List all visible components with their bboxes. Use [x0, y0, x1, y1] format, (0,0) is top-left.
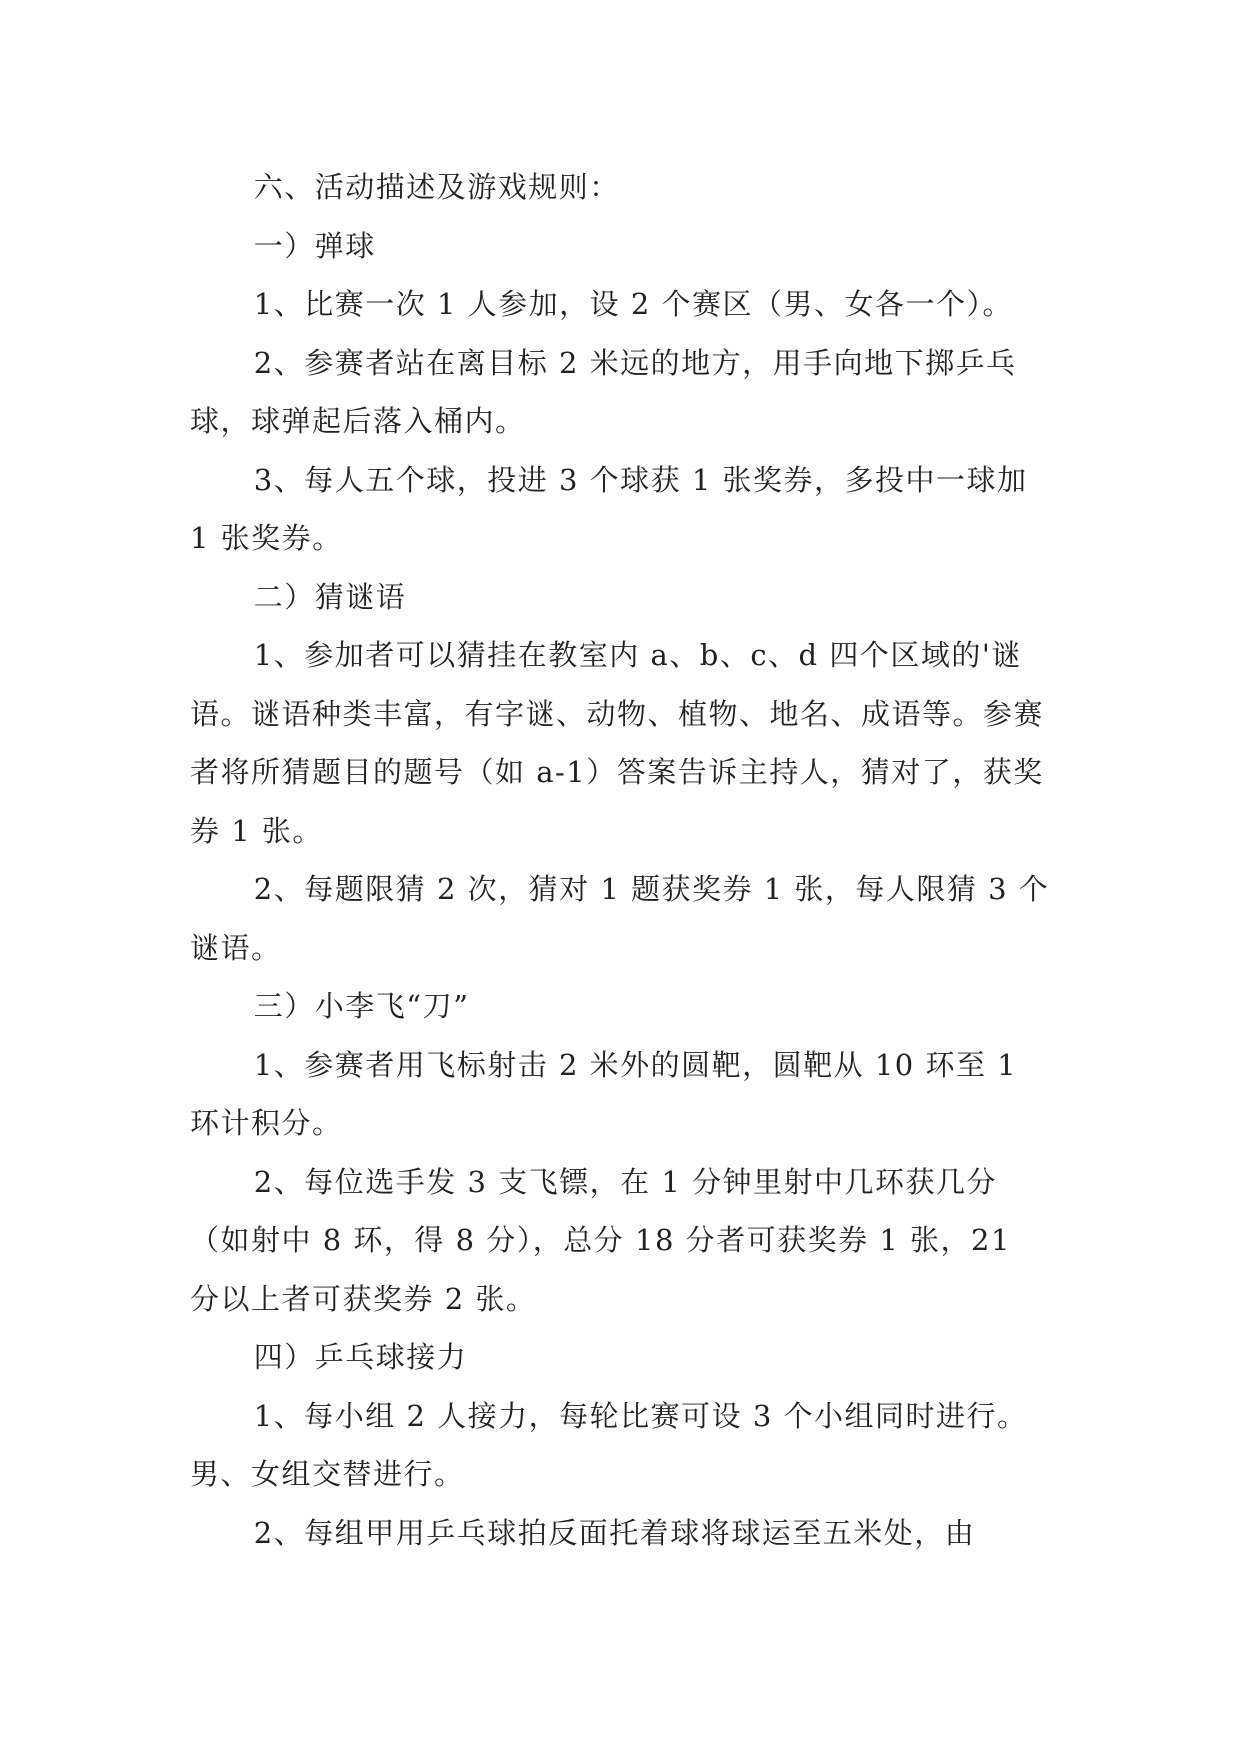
paragraph: 1、参加者可以猜挂在教室内 a、b、c、d 四个区域的'谜语。谜语种类丰富，有字谜、动物、植物、地名、成语等。参赛者将所猜题目的题号（如 a-1）答案告诉主持人，猜对了，获奖券 1 张。 — [190, 638, 1045, 848]
paragraph: 2、每题限猜 2 次，猜对 1 题获奖券 1 张，每人限猜 3 个谜语。 — [190, 872, 1050, 965]
subsection-heading: 四）乒乓球接力 — [253, 1340, 468, 1374]
paragraph: 2、每组甲用乒乓球拍反面托着球将球运至五米处，由 — [253, 1515, 976, 1550]
paragraph: 3、每人五个球，投进 3 个球获 1 张奖券，多投中一球加 1 张奖券。 — [190, 462, 1028, 555]
subsection-heading: 一）弹球 — [253, 228, 376, 263]
paragraph: 1、比赛一次 1 人参加，设 2 个赛区（男、女各一个）。 — [253, 287, 1014, 321]
paragraph: 1、参赛者用飞标射击 2 米外的圆靶，圆靶从 10 环至 1 环计积分。 — [190, 1047, 1018, 1140]
paragraph: 2、每位选手发 3 支飞镖，在 1 分钟里射中几环获几分（如射中 8 环，得 8 分），总分 18 分者可获奖券 1 张，21 分以上者可获奖券 2 张。 — [190, 1164, 1011, 1316]
subsection-heading: 三）小李飞“刀” — [253, 989, 470, 1023]
section-heading: 六、活动描述及游戏规则： — [253, 170, 620, 204]
paragraph: 1、每小组 2 人接力，每轮比赛可设 3 个小组同时进行。男、女组交替进行。 — [190, 1398, 1028, 1491]
subsection-heading: 二）猜谜语 — [253, 579, 407, 614]
paragraph: 2、参赛者站在离目标 2 米远的地方，用手向地下掷乒乓球，球弹起后落入桶内。 — [190, 345, 1017, 438]
document-body — [190, 158, 1050, 1562]
